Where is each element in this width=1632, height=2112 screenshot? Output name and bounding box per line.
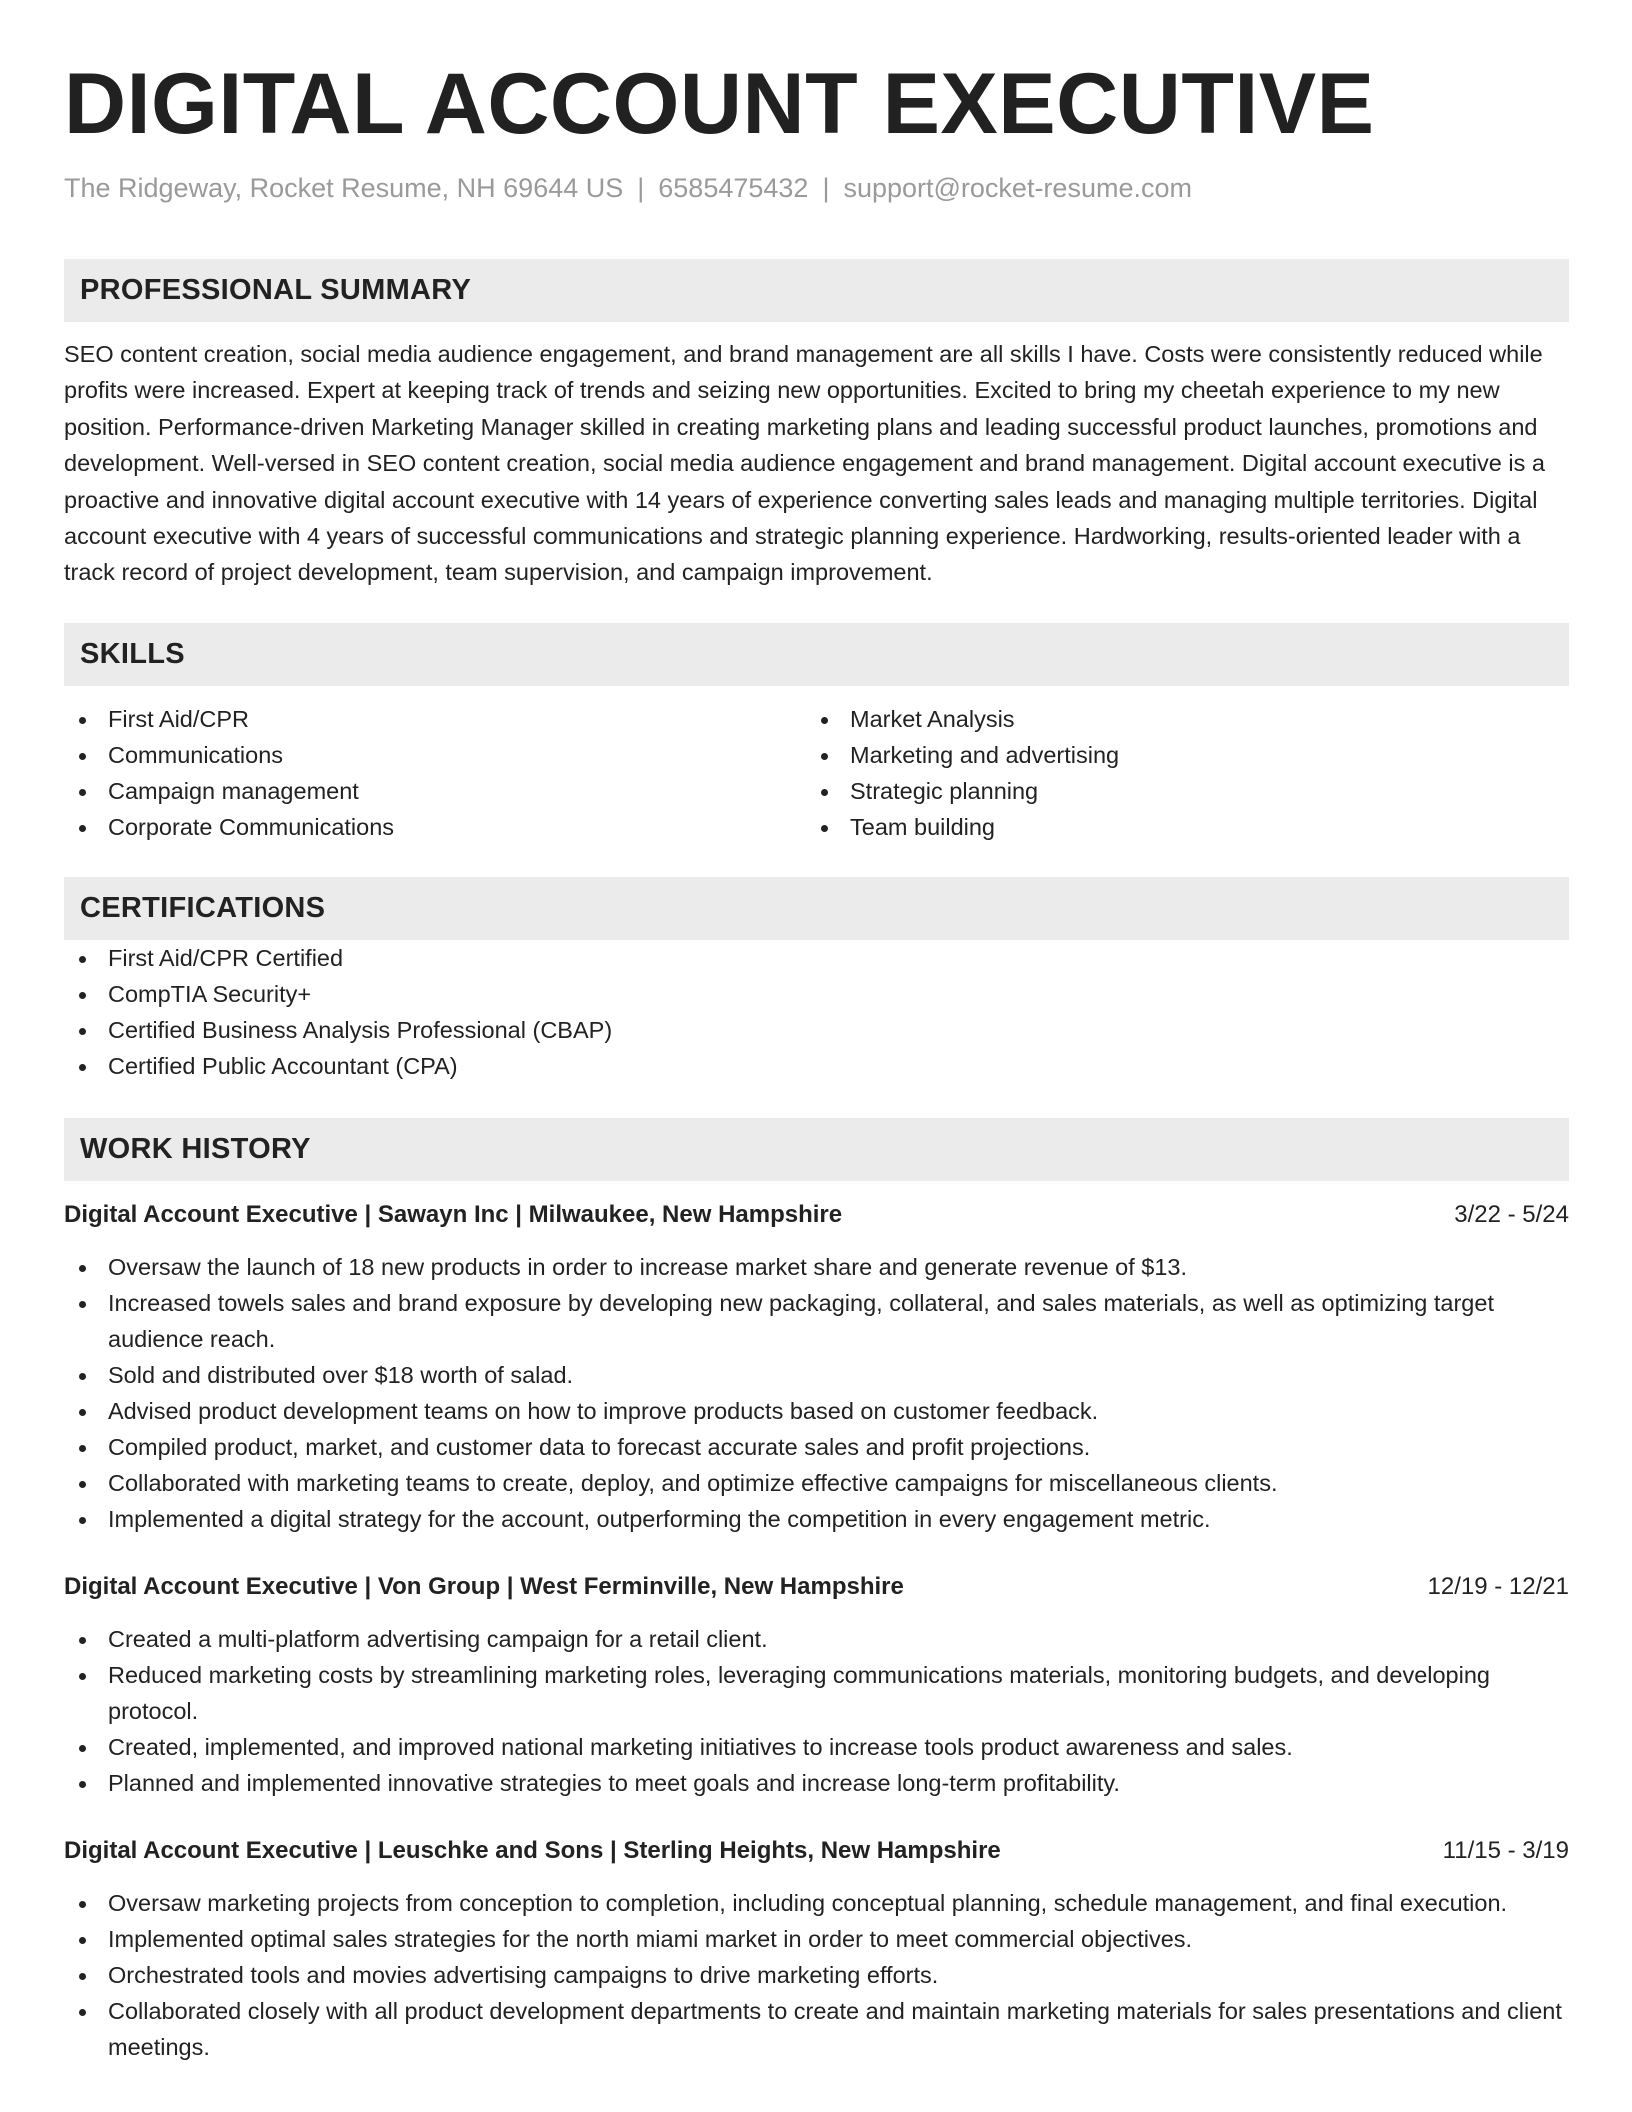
- skill-item: Market Analysis: [806, 701, 1548, 737]
- certification-item: Certified Business Analysis Professional (CBAP): [64, 1012, 1569, 1048]
- job-bullet: Implemented optimal sales strategies for the north miami market in order to meet commercial objectives.: [64, 1921, 1569, 1957]
- job-title: Digital Account Executive | Sawayn Inc | Milwaukee, New Hampshire: [64, 1200, 843, 1228]
- job-dates: 3/22 - 5/24: [1454, 1200, 1569, 1228]
- job-bullet: Implemented a digital strategy for the account, outperforming the competition in every engagement metric.: [64, 1501, 1569, 1537]
- resume-name-title: DIGITAL ACCOUNT EXECUTIVE: [64, 56, 1375, 152]
- certification-item: CompTIA Security+: [64, 976, 1569, 1012]
- job-bullet: Advised product development teams on how to improve products based on customer feedback.: [64, 1393, 1569, 1429]
- skill-item: Corporate Communications: [64, 809, 806, 845]
- job-bullet: Increased towels sales and brand exposure by developing new packaging, collateral, and sales materials, as well as optimizing target audience reach.: [64, 1285, 1569, 1357]
- section-heading-work-history: WORK HISTORY: [64, 1118, 1569, 1181]
- contact-address: The Ridgeway, Rocket Resume, NH 69644 US: [64, 173, 624, 203]
- job-bullet: Created a multi-platform advertising campaign for a retail client.: [64, 1621, 1569, 1657]
- contact-phone: 6585475432: [658, 173, 809, 203]
- job-bullet: Collaborated closely with all product development departments to create and maintain marketing materials for sales presentations and client meetings.: [64, 1993, 1569, 2065]
- certification-item: Certified Public Accountant (CPA): [64, 1048, 1569, 1084]
- job-bullet: Compiled product, market, and customer data to forecast accurate sales and profit projections.: [64, 1429, 1569, 1465]
- job-bullet: Oversaw the launch of 18 new products in order to increase market share and generate revenue of $13.: [64, 1249, 1569, 1285]
- section-heading-certifications: CERTIFICATIONS: [64, 877, 1569, 940]
- resume-page: [64, 0, 1569, 2065]
- skills-column-right: [806, 701, 1548, 845]
- contact-line: [64, 170, 1569, 206]
- skills-list-right: [806, 701, 1548, 845]
- job-entry: [64, 1569, 1569, 1801]
- job-header: [64, 1569, 1569, 1605]
- job-title: Digital Account Executive | Von Group | West Ferminville, New Hampshire: [64, 1572, 904, 1600]
- skill-item: Campaign management: [64, 773, 806, 809]
- certifications-list: [64, 940, 1569, 1084]
- contact-separator: |: [822, 173, 830, 203]
- job-entry: [64, 1833, 1569, 2065]
- skills-column-left: [64, 701, 806, 845]
- job-bullet: Collaborated with marketing teams to create, deploy, and optimize effective campaigns for miscellaneous clients.: [64, 1465, 1569, 1501]
- skill-item: Strategic planning: [806, 773, 1548, 809]
- job-bullet: Orchestrated tools and movies advertising campaigns to drive marketing efforts.: [64, 1957, 1569, 1993]
- summary-paragraph: SEO content creation, social media audience engagement, and brand management are all skills I have. Costs were consistently reduced while profits were increased. Expert at keeping track of trends and seizing new opportunities. Excited to bring my cheetah experience to my new position. Performance-driven Marketing Manager skilled in creating marketing plans and leading successful product launches, promotions and development. Well-versed in SEO content creation, social media audience engagement and brand management. Digital account executive is a proactive and innovative digital account executive with 14 years of experience converting sales leads and managing multiple territories. Digital account executive with 4 years of successful communications and strategic planning experience. Hardworking, results-oriented leader with a track record of project development, team supervision, and campaign improvement.: [64, 341, 1545, 586]
- contact-email: support@rocket-resume.com: [843, 173, 1192, 203]
- job-header: [64, 1833, 1569, 1869]
- job-entry: [64, 1197, 1569, 1537]
- section-heading-skills: SKILLS: [64, 623, 1569, 686]
- skill-item: Communications: [64, 737, 806, 773]
- job-header: [64, 1197, 1569, 1233]
- skill-item: Team building: [806, 809, 1548, 845]
- job-title: Digital Account Executive | Leuschke and Sons | Sterling Heights, New Hampshire: [64, 1836, 1001, 1864]
- job-bullet: Created, implemented, and improved national marketing initiatives to increase tools product awareness and sales.: [64, 1729, 1569, 1765]
- job-bullet: Planned and implemented innovative strategies to meet goals and increase long-term profitability.: [64, 1765, 1569, 1801]
- contact-separator: |: [637, 173, 645, 203]
- job-bullet: Reduced marketing costs by streamlining marketing roles, leveraging communications materials, monitoring budgets, and developing protocol.: [64, 1657, 1569, 1729]
- job-dates: 11/15 - 3/19: [1442, 1836, 1569, 1864]
- section-heading-summary: PROFESSIONAL SUMMARY: [64, 259, 1569, 322]
- job-bullets: [64, 1621, 1569, 1801]
- skill-item: First Aid/CPR: [64, 701, 806, 737]
- job-dates: 12/19 - 12/21: [1427, 1572, 1569, 1600]
- work-history-list: [64, 1197, 1569, 2065]
- job-bullets: [64, 1249, 1569, 1537]
- job-bullet: Oversaw marketing projects from conception to completion, including conceptual planning, schedule management, and final execution.: [64, 1885, 1569, 1921]
- job-bullets: [64, 1885, 1569, 2065]
- skills-list-left: [64, 701, 806, 845]
- job-bullet: Sold and distributed over $18 worth of salad.: [64, 1357, 1569, 1393]
- skill-item: Marketing and advertising: [806, 737, 1548, 773]
- certification-item: First Aid/CPR Certified: [64, 940, 1569, 976]
- skills-grid: [64, 701, 1569, 845]
